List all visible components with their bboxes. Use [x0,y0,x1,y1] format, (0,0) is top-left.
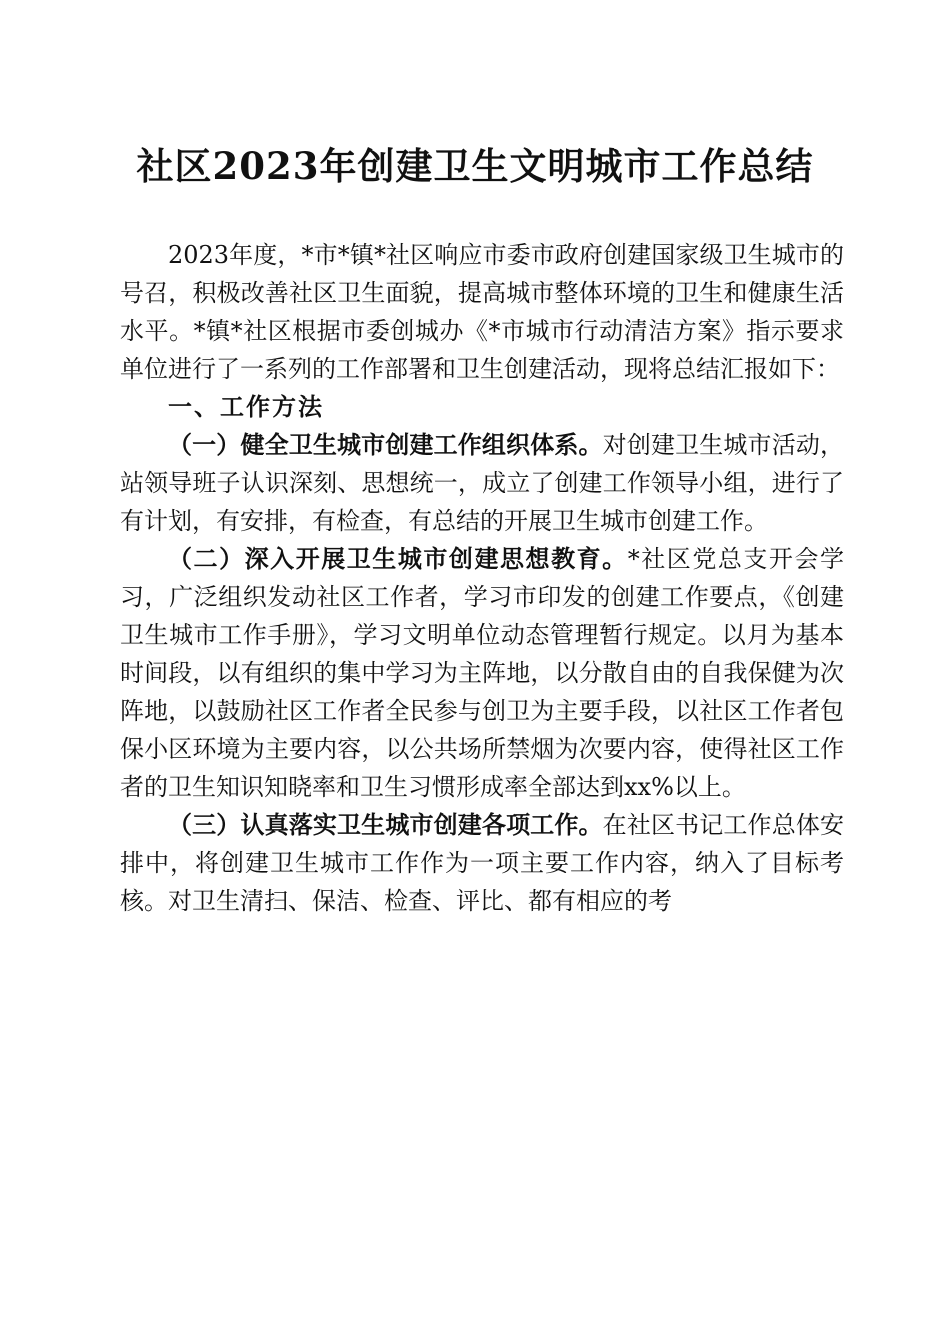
item-lead-1: （一）健全卫生城市创建工作组织体系。 [168,430,603,459]
item-text-3: 在社区书记工作总体安排中，将创建卫生城市工作作为一项主要工作内容，纳入了目标考核。对卫生清扫、保洁、检查、评比、都有相应的考 [120,811,845,915]
item-text-2: *社区党总支开会学习，广泛组织发动社区工作者，学习市印发的创建工作要点，《创建卫生城市工作手册》，学习文明单位动态管理暂行规定。以月为基本时间段，以有组织的集中学习为主阵地，以分散自由的自我保健为次阵地，以鼓励社区工作者全民参与创卫为主要手段，以社区工作者包保小区环境为主要内容，以公共场所禁烟为次要内容，使得社区工作者的卫生知识知晓率和卫生习惯形成率全部达到xx%以上。 [120,545,845,801]
item-text-1: 对创建卫生城市活动，站领导班子认识深刻、思想统一，成立了创建工作领导小组，进行了有计划，有安排，有检查，有总结的开展卫生城市创建工作。 [120,431,845,535]
section-heading-work-methods: 一、工作方法 [168,393,324,421]
document-title: 社区2023年创建卫生文明城市工作总结 [136,144,814,188]
document-body [120,236,844,920]
intro-paragraph: 2023年度，*市*镇*社区响应市委市政府创建国家级卫生城市的号召，积极改善社区卫生面貌，提高城市整体环境的卫生和健康生活水平。*镇*社区根据市委创城办《*市城市行动清洁方案》指示要求单位进行了一系列的工作部署和卫生创建活动，现将总结汇报如下： [120,241,844,383]
item-lead-2: （二）深入开展卫生城市创建思想教育。 [168,544,628,573]
item-paragraph-2 [120,540,844,806]
item-lead-3: （三）认真落实卫生城市创建各项工作。 [168,810,603,839]
item-paragraph-3 [120,806,844,920]
item-paragraph-1 [120,426,844,540]
